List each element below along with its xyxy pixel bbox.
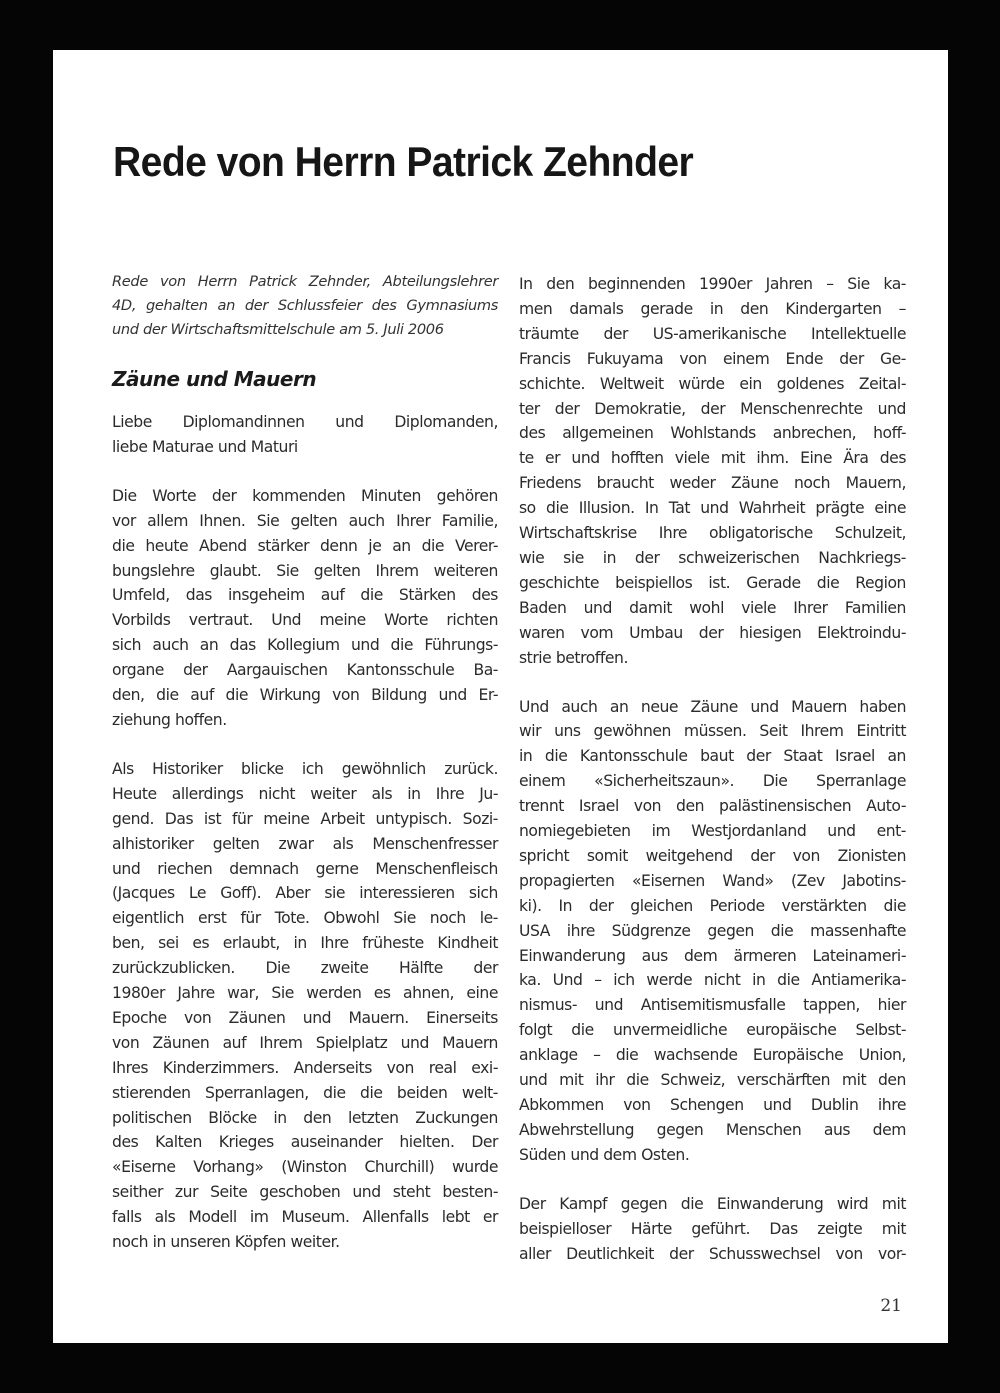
- paragraph-left-2: [112, 757, 498, 1255]
- intro-line: Rede von Herrn Patrick Zehnder, Abteilungslehrer: [112, 273, 498, 290]
- text-line: ka. Und – ich werde nicht in die Antiamerika-: [519, 971, 906, 990]
- text-line: alhistoriker gelten zwar als Menschenfresser: [112, 834, 498, 853]
- text-line: und mit ihr die Schweiz, verschärften mit den: [519, 1071, 906, 1090]
- text-line: Abkommen von Schengen und Dublin ihre: [519, 1096, 906, 1114]
- intro-line: 4D, gehalten an der Schlussfeier des Gymnasiums: [112, 297, 498, 314]
- text-line: men damals gerade in den Kindergarten –: [519, 299, 906, 318]
- text-line: nismus- und Antisemitismusfalle tappen, hier: [519, 996, 906, 1015]
- text-line: Süden und dem Osten.: [519, 1145, 690, 1164]
- paragraph-left-1: [112, 484, 498, 733]
- text-line: Abwehrstellung gegen Menschen aus dem: [519, 1120, 906, 1139]
- text-line: geschichte beispiellos ist. Gerade die Region: [519, 573, 906, 592]
- intro-line: und der Wirtschaftsmittelschule am 5. Juli 2006: [112, 321, 444, 338]
- text-line: Heute allerdings nicht weiter als in Ihre Ju-: [112, 784, 498, 803]
- text-line: Wirtschaftskrise Ihre obligatorische Schulzeit,: [519, 524, 906, 543]
- text-line: beispielloser Härte geführt. Das zeigte mit: [519, 1219, 906, 1238]
- text-line: spricht somit weitgehend der von Zionisten: [519, 846, 906, 865]
- text-line: bungslehre glaubt. Sie gelten Ihrem weiteren: [112, 561, 498, 580]
- text-line: des Kalten Krieges auseinander hielten. Der: [112, 1133, 498, 1152]
- section-heading: Zäune und Mauern: [112, 367, 317, 391]
- text-line: die heute Abend stärker denn je an die Verer-: [112, 536, 498, 555]
- text-line: Vorbilds vertraut. Und meine Worte richten: [112, 611, 498, 630]
- text-line: aller Deutlichkeit der Schusswechsel von vor-: [519, 1244, 906, 1263]
- page-title: Rede von Herrn Patrick Zehnder: [113, 138, 694, 185]
- text-line: nomiegebieten im Westjordanland und ent-: [519, 822, 906, 841]
- text-line: in die Kantonsschule baut der Staat Israel an: [519, 747, 906, 766]
- text-line: strie betroffen.: [519, 648, 628, 667]
- text-line: träumte der US-amerikanische Intellektuelle: [519, 324, 906, 343]
- text-line: Der Kampf gegen die Einwanderung wird mit: [519, 1194, 906, 1213]
- text-line: des allgemeinen Wohlstands anbrechen, hoff-: [519, 424, 906, 443]
- text-line: politischen Blöcke in den letzten Zuckungen: [112, 1108, 498, 1127]
- text-line: ben, sei es erlaubt, in Ihre früheste Kindheit: [112, 934, 498, 953]
- text-line: Einwanderung aus dem ärmeren Lateinameri-: [519, 946, 906, 965]
- text-line: Und auch an neue Zäune und Mauern haben: [519, 697, 906, 716]
- text-line: Friedens braucht weder Zäune noch Mauern,: [519, 474, 906, 493]
- text-line: und riechen demnach gerne Menschenfleisch: [112, 859, 498, 878]
- text-line: liebe Maturae und Maturi: [112, 437, 298, 456]
- text-line: gend. Das ist für meine Arbeit untypisch. Sozi-: [112, 809, 498, 828]
- text-line: trennt Israel von den palästinensischen Auto-: [519, 797, 906, 816]
- text-line: 1980er Jahre war, Sie werden es ahnen, eine: [112, 984, 498, 1003]
- text-line: In den beginnenden 1990er Jahren – Sie ka-: [519, 275, 906, 293]
- text-line: wir uns gewöhnen müssen. Seit Ihrem Eintritt: [519, 722, 906, 741]
- text-line: noch in unseren Köpfen weiter.: [112, 1233, 340, 1252]
- salutation: [112, 410, 498, 460]
- text-line: USA ihre Südgrenze gegen die massenhafte: [519, 921, 906, 940]
- text-line: Als Historiker blicke ich gewöhnlich zurück.: [112, 759, 498, 778]
- text-line: zurückzublicken. Die zweite Hälfte der: [112, 959, 498, 978]
- paragraph-right-1: [519, 272, 906, 671]
- text-line: stierenden Sperranlagen, die die beiden welt-: [112, 1083, 498, 1102]
- text-line: ziehung hoffen.: [112, 710, 227, 729]
- text-line: eigentlich erst für Tote. Obwohl Sie noch le-: [112, 909, 498, 928]
- text-line: von Zäunen auf Ihrem Spielplatz und Mauern: [112, 1033, 498, 1052]
- text-line: sich auch an das Kollegium und die Führungs-: [112, 636, 498, 655]
- text-line: waren vom Umbau der hiesigen Elektroindu-: [519, 623, 906, 642]
- text-line: propagierten «Eisernen Wand» (Zev Jabotins-: [519, 871, 906, 890]
- text-line: wie sie in der schweizerischen Nachkriegs-: [519, 548, 906, 567]
- page-number: 21: [880, 1296, 902, 1316]
- text-line: schichte. Weltweit würde ein goldenes Zeital-: [519, 374, 906, 393]
- left-column: [112, 270, 498, 1255]
- text-line: einem «Sicherheitszaun». Die Sperranlage: [519, 772, 906, 791]
- text-line: Baden und damit wohl viele Ihrer Familien: [519, 598, 906, 617]
- text-line: (Jacques Le Goff). Aber sie interessieren sich: [112, 884, 498, 903]
- text-line: anklage – die wachsende Europäische Union,: [519, 1046, 906, 1065]
- text-line: Epoche von Zäunen und Mauern. Einerseits: [112, 1008, 498, 1027]
- right-column: [519, 272, 906, 1266]
- paragraph-right-2: [519, 695, 906, 1168]
- text-line: te er und hofften viele mit ihm. Eine Ära des: [519, 449, 906, 468]
- text-line: organe der Aargauischen Kantonsschule Ba-: [112, 661, 498, 680]
- document-page: [53, 50, 948, 1343]
- text-line: seither zur Seite geschoben und steht besten-: [112, 1183, 498, 1202]
- text-line: vor allem Ihnen. Sie gelten auch Ihrer Familie,: [112, 511, 498, 530]
- text-line: den, die auf die Wirkung von Bildung und Er-: [112, 686, 498, 705]
- text-line: so die Illusion. In Tat und Wahrheit prägte eine: [519, 499, 906, 518]
- intro-note: [112, 270, 498, 342]
- text-line: Umfeld, das insgeheim auf die Stärken des: [112, 586, 498, 605]
- text-line: «Eiserne Vorhang» (Winston Churchill) wurde: [112, 1158, 498, 1177]
- text-line: falls als Modell im Museum. Allenfalls lebt er: [112, 1208, 498, 1227]
- text-line: ter der Demokratie, der Menschenrechte und: [519, 399, 906, 418]
- text-line: folgt die unvermeidliche europäische Selbst-: [519, 1021, 906, 1040]
- text-line: Ihres Kinderzimmers. Anderseits von real exi-: [112, 1058, 498, 1077]
- paragraph-right-3: [519, 1192, 906, 1267]
- text-line: ki). In der gleichen Periode verstärkten die: [519, 896, 906, 915]
- text-line: Liebe Diplomandinnen und Diplomanden,: [112, 413, 498, 431]
- text-line: Die Worte der kommenden Minuten gehören: [112, 486, 498, 505]
- text-line: Francis Fukuyama von einem Ende der Ge-: [519, 349, 906, 368]
